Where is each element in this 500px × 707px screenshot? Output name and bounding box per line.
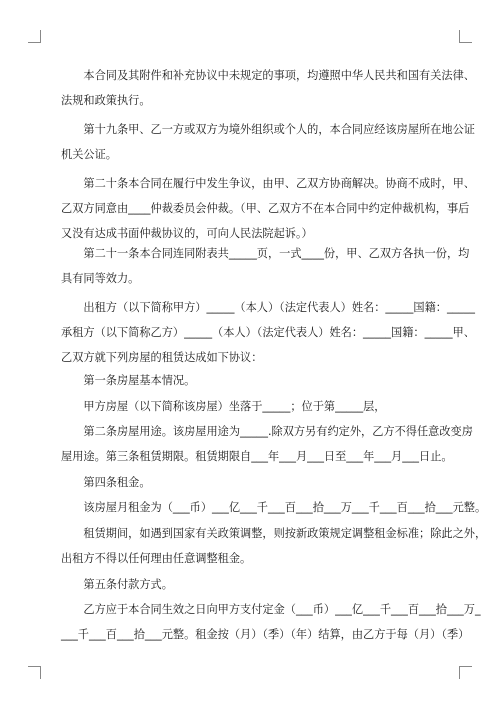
text-line: 本合同及其附件和补充协议中未规定的事项，均遵照中华人民共和国有关法律、 [61, 69, 475, 82]
crop-mark-top-left [28, 30, 41, 43]
text-line: 屋用途。第三条租赁期限。租赁期限自___年___月___日至___年___月___日止。 [61, 450, 453, 463]
text-line: 乙双方同意由____仲裁委员会仲裁。（甲、乙双方不在本合同中约定仲裁机构，事后 [61, 202, 470, 215]
text-line: 第二条房屋用途。该房屋用途为_____.除双方另有约定外，乙方不得任意改变房 [61, 425, 473, 438]
paragraph-article-4-heading [61, 470, 447, 495]
text-line: 机关公证。 [61, 148, 117, 161]
text-line: 第二十条本合同在履行中发生争议，由甲、乙双方协商解决。协商不成时，甲、 [61, 177, 475, 190]
crop-mark-top-right [459, 30, 472, 43]
paragraph-article-19 [61, 117, 475, 167]
text-line: 第二十一条本合同连同附表共_____页，一式____份，甲、乙双方各执一份，均 [61, 247, 470, 260]
text-line: 又没有达成书面仲裁协议的，可向人民法院起诉。） [61, 227, 313, 240]
text-line: 甲方房屋（以下简称该房屋）坐落于_____；位于第_____层， [61, 400, 386, 413]
text-line: 出租方不得以任何理由任意调整租金。 [61, 552, 252, 565]
text-line: ___千___百___拾___元整。租金按（月）（季）（年）结算，由乙方于每（月）（季） [61, 628, 470, 641]
text-line: 该房屋月租金为（___币）___亿___千___百___拾___万___千___百___拾___元整。 [61, 501, 487, 514]
text-line: 法规和政策执行。 [61, 94, 151, 107]
paragraph-lessee [61, 320, 475, 370]
paragraph-article-5-heading [61, 572, 447, 597]
text-line: 出租方（以下简称甲方）_____（本人）（法定代表人）姓名：_____国籍：_____ [61, 301, 475, 314]
text-line: 第十九条甲、乙一方或双方为境外组织或个人的，本合同应经该房屋所在地公证 [61, 123, 475, 136]
text-line: 承租方（以下简称乙方）_____（本人）（法定代表人）姓名：_____国籍：_____甲、 [61, 326, 475, 339]
text-line: 第五条付款方式。 [61, 578, 173, 591]
crop-mark-bottom-right [459, 666, 472, 679]
paragraph-article-1-heading [61, 368, 447, 393]
paragraph-payment-method [61, 597, 481, 647]
paragraph-house-location [61, 394, 447, 419]
text-line: 租赁期间，如遇到国家有关政策调整，则按新政策规定调整租金标准；除此之外， [61, 527, 487, 540]
paragraph-rent-adjustment [61, 521, 487, 571]
text-line: 第一条房屋基本情况。 [61, 374, 196, 387]
paragraph-lessor [61, 295, 475, 320]
text-line: 乙双方就下列房屋的租赁达成如下协议： [61, 351, 263, 364]
text-line: 第四条租金。 [61, 476, 151, 489]
paragraph-monthly-rent [61, 495, 487, 520]
text-line: 具有同等效力。 [61, 272, 140, 285]
paragraph-article-21 [61, 241, 470, 291]
paragraph-applicable-law [61, 63, 475, 113]
paragraph-article-2-3 [61, 419, 473, 469]
crop-mark-bottom-left [28, 666, 41, 679]
text-line: 乙方应于本合同生效之日向甲方支付定金（___币）___亿___千___百___拾___万_ [61, 603, 481, 616]
paragraph-article-20 [61, 171, 475, 246]
